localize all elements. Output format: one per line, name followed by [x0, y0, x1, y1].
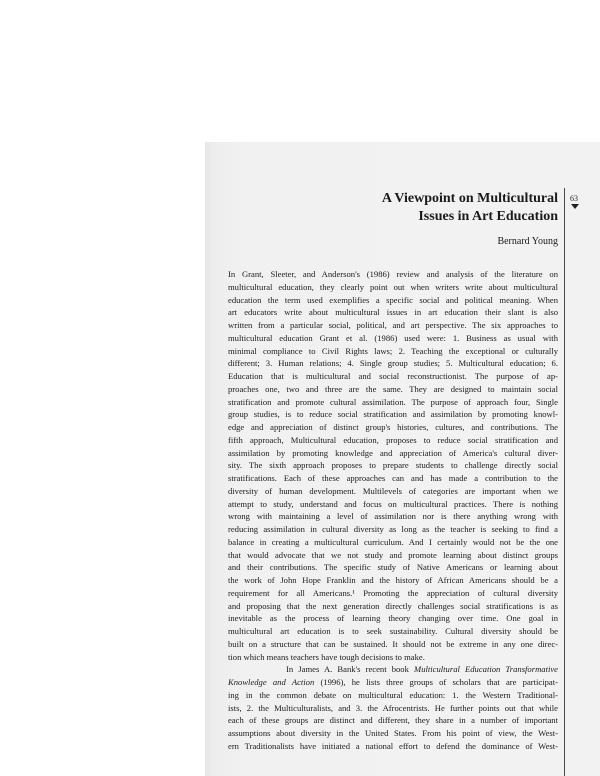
body-line: stratification and promote cultural assimilation. The purpose of approach four, Single — [228, 396, 558, 407]
body-line: tion which means teachers have tough decisions to make. — [228, 651, 425, 662]
body-line: stratifications. Each of these approaches can and has made a contribution to the — [228, 473, 558, 483]
body-line: Education that is multicultural and social reconstructionist. The purpose of ap- — [228, 371, 558, 381]
body-line: In Grant, Sleeter, and Anderson's (1986) review and analysis of the literature on — [228, 269, 558, 279]
article-title — [228, 190, 558, 226]
body-line: and their contributions. The specific study of Native Americans or learning about — [228, 562, 558, 573]
body-line: attempt to study, understand and focus on multicultural practices. There is nothing — [228, 498, 558, 509]
body-line: art educators write about multicultural issues in art education their slant is also — [228, 307, 558, 318]
page-number: 63 — [570, 194, 578, 203]
article-title-line-2: Issues in Art Education — [418, 209, 558, 224]
paragraph-2-intro: In James A. Bank's recent book — [286, 664, 415, 675]
body-line: multicultural education, they clearly point out when writers write about multicultural — [228, 281, 558, 292]
article-body — [228, 268, 558, 753]
book-title-part-2: Knowledge and Action — [228, 677, 315, 687]
body-line: reducing assimilation in cultural diversity as long as the teacher is seeking to find a — [228, 524, 558, 534]
body-line: the work of John Hope Franklin and the history of African Americans should be a — [228, 575, 558, 585]
margin-rule — [564, 188, 565, 776]
body-line: each of these groups are distinct and different, they share in a number of important — [228, 715, 558, 726]
body-line: written from a particular social, political, and art perspective. The six approaches to — [228, 320, 558, 330]
body-line: balance in creating a multicultural curriculum. And I certainly would not be the one — [228, 536, 558, 547]
body-line: education the term used exemplifies a specific social and political meaning. When — [228, 294, 558, 305]
body-line: fifth approach, Multicultural education, proposes to reduce social stratification and — [228, 434, 558, 445]
book-title-part-1: Multicultural Education Transformative — [414, 664, 558, 675]
body-line: multicultural education Grant et al. (1986) used were: 1. Business as usual with — [228, 332, 558, 343]
body-line: proaches one, two and three are the same. They are designed to maintain social — [228, 383, 558, 394]
body-line: ists, 2. the Multiculturalists, and 3. the Afrocentrists. He further points out that while — [228, 702, 558, 713]
paragraph-2-first-line — [228, 663, 558, 676]
body-line: assumptions about diversity in the United States. From his point of view, the West- — [228, 728, 558, 738]
body-line: assimilation by promoting knowledge and appreciation of America's cultural diver- — [228, 447, 558, 458]
body-line: diversity of human development. Multilevels of categories are important when we — [228, 485, 558, 496]
body-line: requirement for all Americans.¹ Promoting the appreciation of cultural diversity — [228, 587, 558, 598]
body-line: sity. The sixth approach proposes to prepare students to challenge directly social — [228, 460, 558, 471]
body-line: ern Traditionalists have initiated a national effort to defend the dominance of West- — [228, 740, 558, 751]
page-marker-triangle-icon — [571, 204, 579, 209]
body-line: multicultural art education is to seek sustainability. Cultural diversity should be — [228, 626, 558, 636]
paragraph-2-after-title: (1996), he lists three groups of scholars that are participat- — [314, 677, 558, 687]
body-line: edge and appreciation of distinct group's histories, cultures, and contributions. The — [228, 422, 558, 432]
body-line: and proposing that the next generation directly challenges social stratifications is as — [228, 600, 558, 611]
article-author: Bernard Young — [497, 236, 558, 247]
article-title-line-1: A Viewpoint on Multicultural — [381, 191, 558, 206]
body-line: built on a structure that can be sustained. It should not be extreme in any one direc- — [228, 638, 558, 649]
body-line: that would advocate that we not study and promote learning about distinct groups — [228, 549, 558, 560]
body-line: different; 3. Human relations; 4. Single group studies; 5. Multicultural education; 6. — [228, 358, 558, 369]
body-line: minimal compliance to Civil Rights laws; 2. Teaching the exceptional or culturally — [228, 345, 558, 356]
body-line: ing in the common debate on multicultural education: 1. the Western Traditional- — [228, 689, 558, 700]
body-line: group studies, is to reduce social stratification and assimilation by promoting knowl- — [228, 409, 558, 420]
body-line: inevitable as the process of learning theory changing over time. One goal in — [228, 613, 558, 624]
paragraph-2-second-line — [228, 676, 558, 689]
body-line: wrong with maintaining a level of assimilation nor is there anything wrong with — [228, 511, 558, 522]
